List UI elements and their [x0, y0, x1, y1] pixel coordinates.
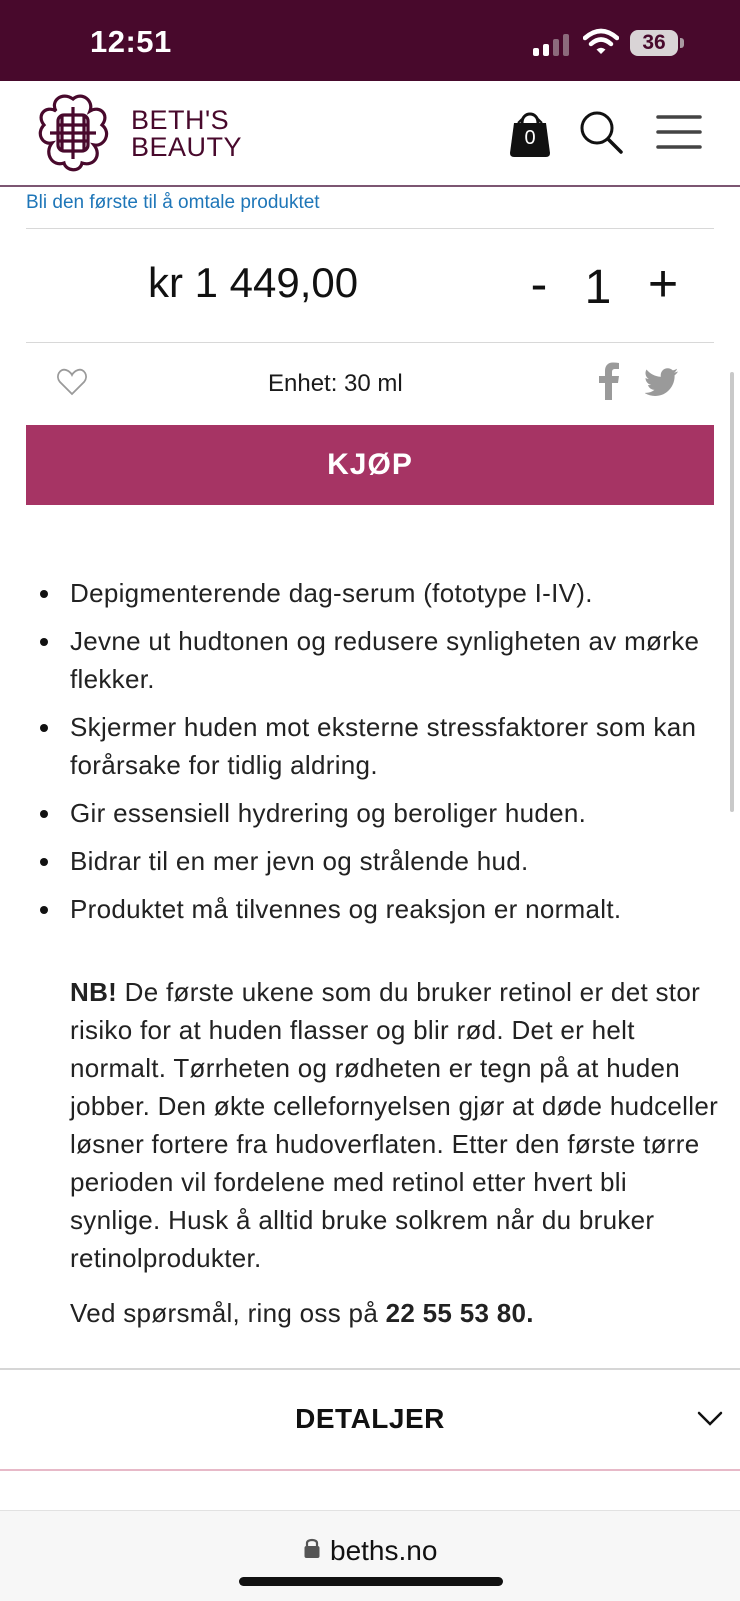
review-link[interactable]: Bli den første til å omtale produktet: [26, 192, 320, 213]
menu-icon[interactable]: [656, 113, 702, 151]
feature-item: Skjermer huden mot eksterne stressfaktorer som kan forårsake for tidlig aldring.: [0, 708, 720, 784]
battery-icon: [630, 30, 676, 56]
buy-button[interactable]: KJØP: [26, 425, 714, 505]
logo-wordmark[interactable]: [131, 107, 242, 161]
wishlist-heart-icon[interactable]: [57, 368, 87, 396]
home-indicator[interactable]: [239, 1577, 503, 1586]
wifi-icon: [583, 28, 619, 56]
feature-item: Jevne ut hudtonen og redusere synligheten av mørke flekker.: [0, 622, 720, 698]
chevron-down-icon[interactable]: [697, 1410, 723, 1428]
feature-item: Bidrar til en mer jevn og strålende hud.: [0, 842, 720, 880]
contact-text: Ved spørsmål, ring oss på: [70, 1298, 386, 1328]
divider: [26, 342, 714, 343]
site-header: [0, 81, 740, 187]
cart-count: 0: [524, 127, 536, 149]
browser-address-bar[interactable]: [0, 1510, 740, 1601]
twitter-icon[interactable]: [645, 368, 679, 396]
logo-line-1: BETH'S: [131, 105, 230, 135]
feature-item: Depigmenterende dag-serum (fototype I-IV).: [0, 574, 720, 612]
quantity-increase-button[interactable]: +: [647, 255, 679, 313]
product-unit: Enhet: 30 ml: [268, 370, 403, 397]
logo-line-2: BEAUTY: [131, 132, 243, 162]
lock-icon: [304, 1537, 320, 1559]
url-text[interactable]: beths.no: [330, 1535, 438, 1566]
contact-paragraph: [70, 1294, 534, 1332]
cart-button[interactable]: [508, 107, 552, 159]
status-bar: [0, 0, 740, 81]
note-paragraph: [70, 973, 720, 1277]
signal-icon: [533, 32, 573, 56]
scrollbar[interactable]: [730, 372, 734, 812]
battery-level: 36: [630, 30, 678, 56]
details-accordion-header[interactable]: DETALJER: [295, 1403, 445, 1434]
note-text: De første ukene som du bruker retinol er det stor risiko for at huden flasser og blir rød. Det er helt normalt. Tørrheten og rødheten er tegn på at huden jobber. Den økte cellefornyelsen gjør at døde hudceller løsner fortere fra hudoverflaten. Etter den første tørre perioden vil fordelene med retinol etter hvert bli synlige. Husk å alltid bruke solkrem når du bruker retinolprodukter.: [70, 977, 719, 1273]
search-icon[interactable]: [578, 109, 624, 155]
product-features-list: [0, 574, 720, 938]
facebook-icon[interactable]: [598, 362, 620, 400]
status-time: 12:51: [90, 24, 172, 59]
divider: [26, 228, 714, 229]
feature-item: Gir essensiell hydrering og beroliger huden.: [0, 794, 720, 832]
divider: [0, 1469, 740, 1471]
note-prefix: NB!: [70, 977, 118, 1007]
logo-icon[interactable]: [32, 93, 114, 173]
quantity-decrease-button[interactable]: -: [530, 256, 548, 312]
quantity-value[interactable]: 1: [584, 261, 612, 314]
product-price: kr 1 449,00: [148, 259, 359, 306]
contact-phone[interactable]: 22 55 53 80.: [385, 1298, 534, 1328]
feature-item: Produktet må tilvennes og reaksjon er normalt.: [0, 890, 720, 928]
